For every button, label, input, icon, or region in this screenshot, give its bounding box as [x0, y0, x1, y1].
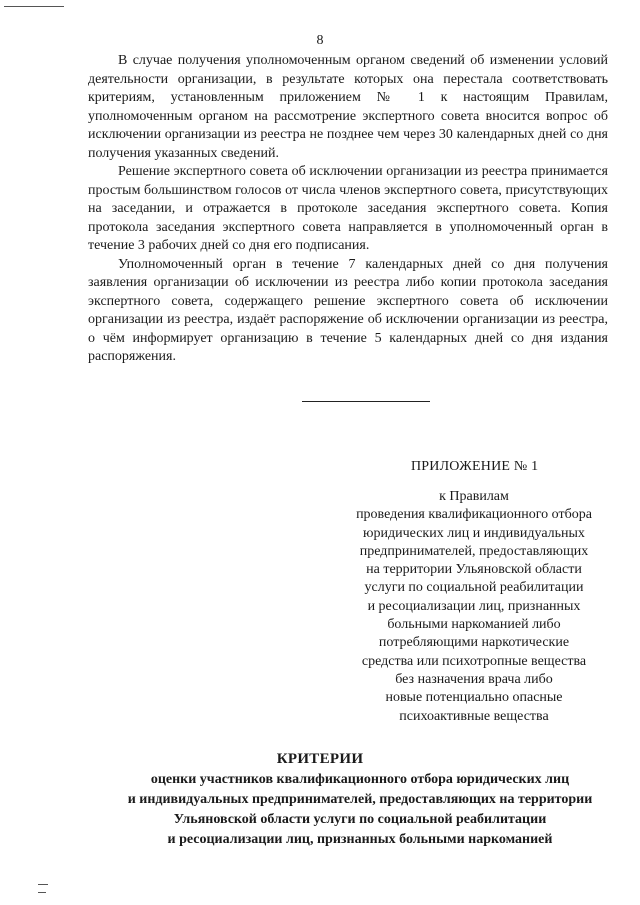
- criteria-subtitle: [60, 770, 640, 850]
- appendix-reference-line: средства или психотропные вещества: [361, 653, 587, 669]
- page-number: 8: [316, 33, 324, 48]
- appendix-reference-line: проведения квалификационного отбора: [356, 507, 592, 523]
- criteria-title: КРИТЕРИИ: [276, 751, 364, 767]
- scan-artifact: [38, 892, 46, 893]
- criteria-subtitle-line: и индивидуальных предпринимателей, предоставляющих на территории: [127, 792, 593, 807]
- appendix-reference-line: психоактивные вещества: [399, 708, 549, 724]
- criteria-subtitle-line: оценки участников квалификационного отбора юридических лиц: [150, 772, 570, 787]
- paragraph: Решение экспертного совета об исключении организации из реестра принимается простым большинством голосов от числа членов экспертного совета, присутствующих на заседании, и отражается в протоколе заседания экспертного совета. Копия протокола заседания экспертного совета направляется в уполномоченный орган в течение 3 рабочих дней со дня его подписания.: [88, 164, 608, 253]
- scan-artifact: [38, 884, 48, 885]
- appendix-reference-line: без назначения врача либо: [395, 671, 553, 687]
- appendix-reference-line: новые потенциально опасные: [385, 690, 563, 706]
- criteria-subtitle-line: и ресоциализации лиц, признанных больными наркоманией: [167, 832, 553, 847]
- appendix-title: ПРИЛОЖЕНИЕ № 1: [411, 459, 539, 474]
- appendix-reference-line: юридических лиц и индивидуальных: [363, 525, 585, 541]
- appendix-reference-line: к Правилам: [439, 489, 509, 504]
- section-separator: [302, 401, 430, 402]
- appendix-reference-line: потребляющими наркотические: [378, 635, 570, 651]
- appendix-reference: [338, 488, 610, 726]
- appendix-reference-line: на территории Ульяновской области: [366, 562, 582, 578]
- scan-artifact: [4, 6, 64, 7]
- appendix-reference-line: больными наркоманией либо: [387, 617, 561, 633]
- appendix-reference-line: услуги по социальной реабилитации: [364, 580, 584, 596]
- appendix-reference-line: и ресоциализации лиц, признанных: [367, 598, 581, 614]
- paragraph: В случае получения уполномоченным органом сведений об изменении условий деятельности организации, в результате которых она перестала соответствовать критериям, установленным приложением № 1 к настоящим Правилам, уполномоченным органом на рассмотрение экспертного совета вносится вопрос об исключении организации из реестра не позднее чем через 30 календарных дней со дня получения указанных сведений.: [88, 53, 608, 161]
- paragraph: Уполномоченный орган в течение 7 календарных дней со дня получения заявления организации об исключении из реестра либо копии протокола заседания экспертного совета, содержащего решение экспертного совета об исключении организации из реестра, издаёт распоряжение об исключении организации из реестра, о чём информирует организацию в течение 5 календарных дней со дня издания распоряжения.: [88, 256, 608, 364]
- body-text: [88, 52, 608, 367]
- appendix-reference-line: предпринимателей, предоставляющих: [359, 543, 589, 559]
- criteria-subtitle-line: Ульяновской области услуги по социальной реабилитации: [173, 812, 547, 827]
